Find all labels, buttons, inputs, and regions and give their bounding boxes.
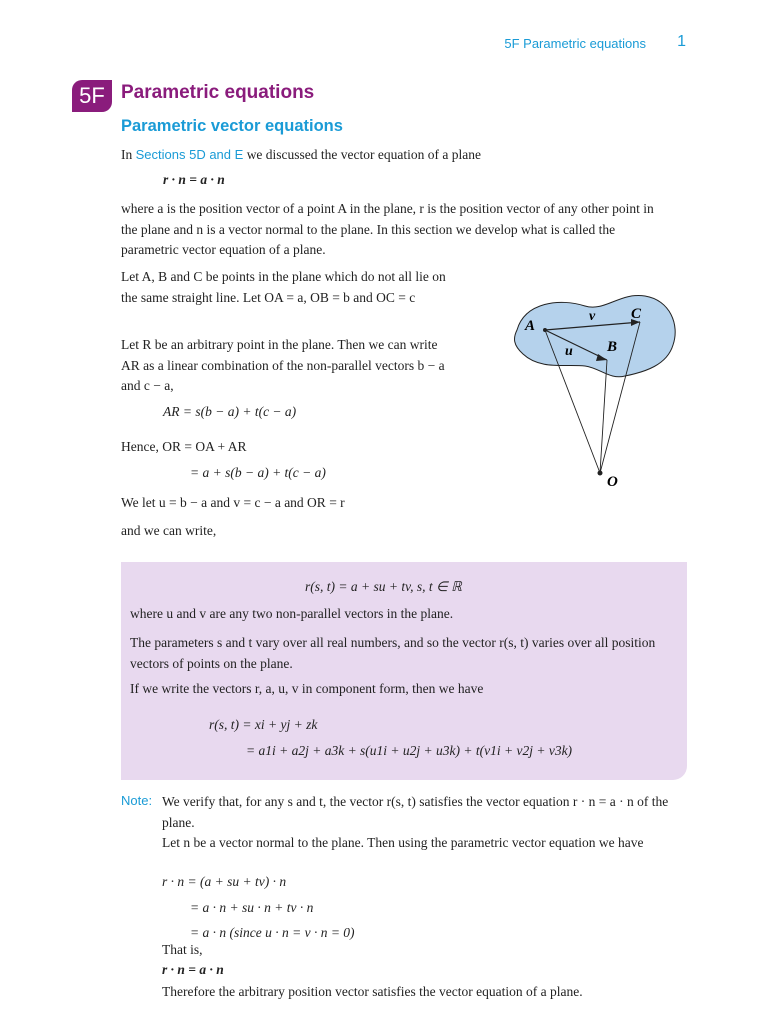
line-OB [600,360,607,473]
point-A [543,328,547,332]
write-line: and we can write, [121,523,217,538]
plane-region [515,295,676,376]
component-eq-1: r(s, t) = xi + yj + zk [209,717,318,732]
note-line-2: Let n be a vector normal to the plane. Then using the parametric vector equation we have [162,835,644,850]
intro-paragraph [121,145,669,166]
label-u: u [565,344,573,359]
subsection-title: Parametric vector equations [121,117,343,135]
note-eq-4: r · n = a · n [162,962,224,977]
plane-equation: r · n = a · n [163,172,225,187]
note-line-1: We verify that, for any s and t, the vector r(s, t) satisfies the vector equation r · n = a · n of the plane. [162,794,669,830]
intro-lead: In [121,147,136,162]
definition-paragraph: where a is the position vector of a point A in the plane, r is the position vector of any other point in the plane and n is a vector normal to the plane. In this section we develop what is called the parametric vector equation of a plane. [121,201,654,257]
note-line-4: Therefore the arbitrary position vector satisfies the vector equation of a plane. [162,984,583,999]
arbitrary-point-paragraph: Let R be an arbitrary point in the plane. Then we can write AR as a linear combination of the non-parallel vectors b − a and c − a, [121,337,445,393]
plane-diagram [505,290,695,490]
note-label: Note: [121,793,153,808]
parametric-equation: r(s, t) = a + su + tv, s, t ∈ ℝ [305,579,462,594]
let-uv-line: We let u = b − a and v = c − a and OR = r [121,495,345,510]
component-eq-2: = a1i + a2j + a3k + s(u1i + u2j + u3k) + t(v1i + v2j + v3k) [246,743,573,758]
box-line-2: The parameters s and t vary over all real numbers, and so the vector r(s, t) varies over all position vectors of points on the plane. [130,635,656,671]
sections-link[interactable]: Sections 5D and E [135,147,244,162]
points-paragraph: Let A, B and C be points in the plane which do not all lie on the same straight line. Let OA = a, OB = b and OC = c [121,269,446,305]
label-C: C [631,306,642,322]
label-B: B [607,339,618,355]
key-result-box [121,562,687,780]
section-title: Parametric equations [121,82,315,103]
label-A: A [525,318,536,334]
intro-rest: we discussed the vector equation of a plane [243,147,481,162]
hence-line-1: Hence, OR = OA + AR [121,439,247,454]
page-number: 1 [677,33,686,50]
note-eq-1: r · n = (a + su + tv) · n [162,874,287,889]
note-eq-3: = a · n (since u · n = v · n = 0) [190,925,355,940]
running-title: 5F Parametric equations [504,36,646,51]
label-v: v [589,309,596,324]
hence-line-2: = a + s(b − a) + t(c − a) [190,465,326,480]
note-eq-2: = a · n + su · n + tv · n [190,900,314,915]
ar-equation: AR = s(b − a) + t(c − a) [163,404,297,419]
box-line-1: where u and v are any two non-parallel vectors in the plane. [130,606,454,621]
label-O: O [607,474,618,490]
section-tag: 5F [72,80,112,112]
box-line-3: If we write the vectors r, a, u, v in component form, then we have [130,681,484,696]
point-O [598,471,603,476]
note-line-3: That is, [162,942,203,957]
